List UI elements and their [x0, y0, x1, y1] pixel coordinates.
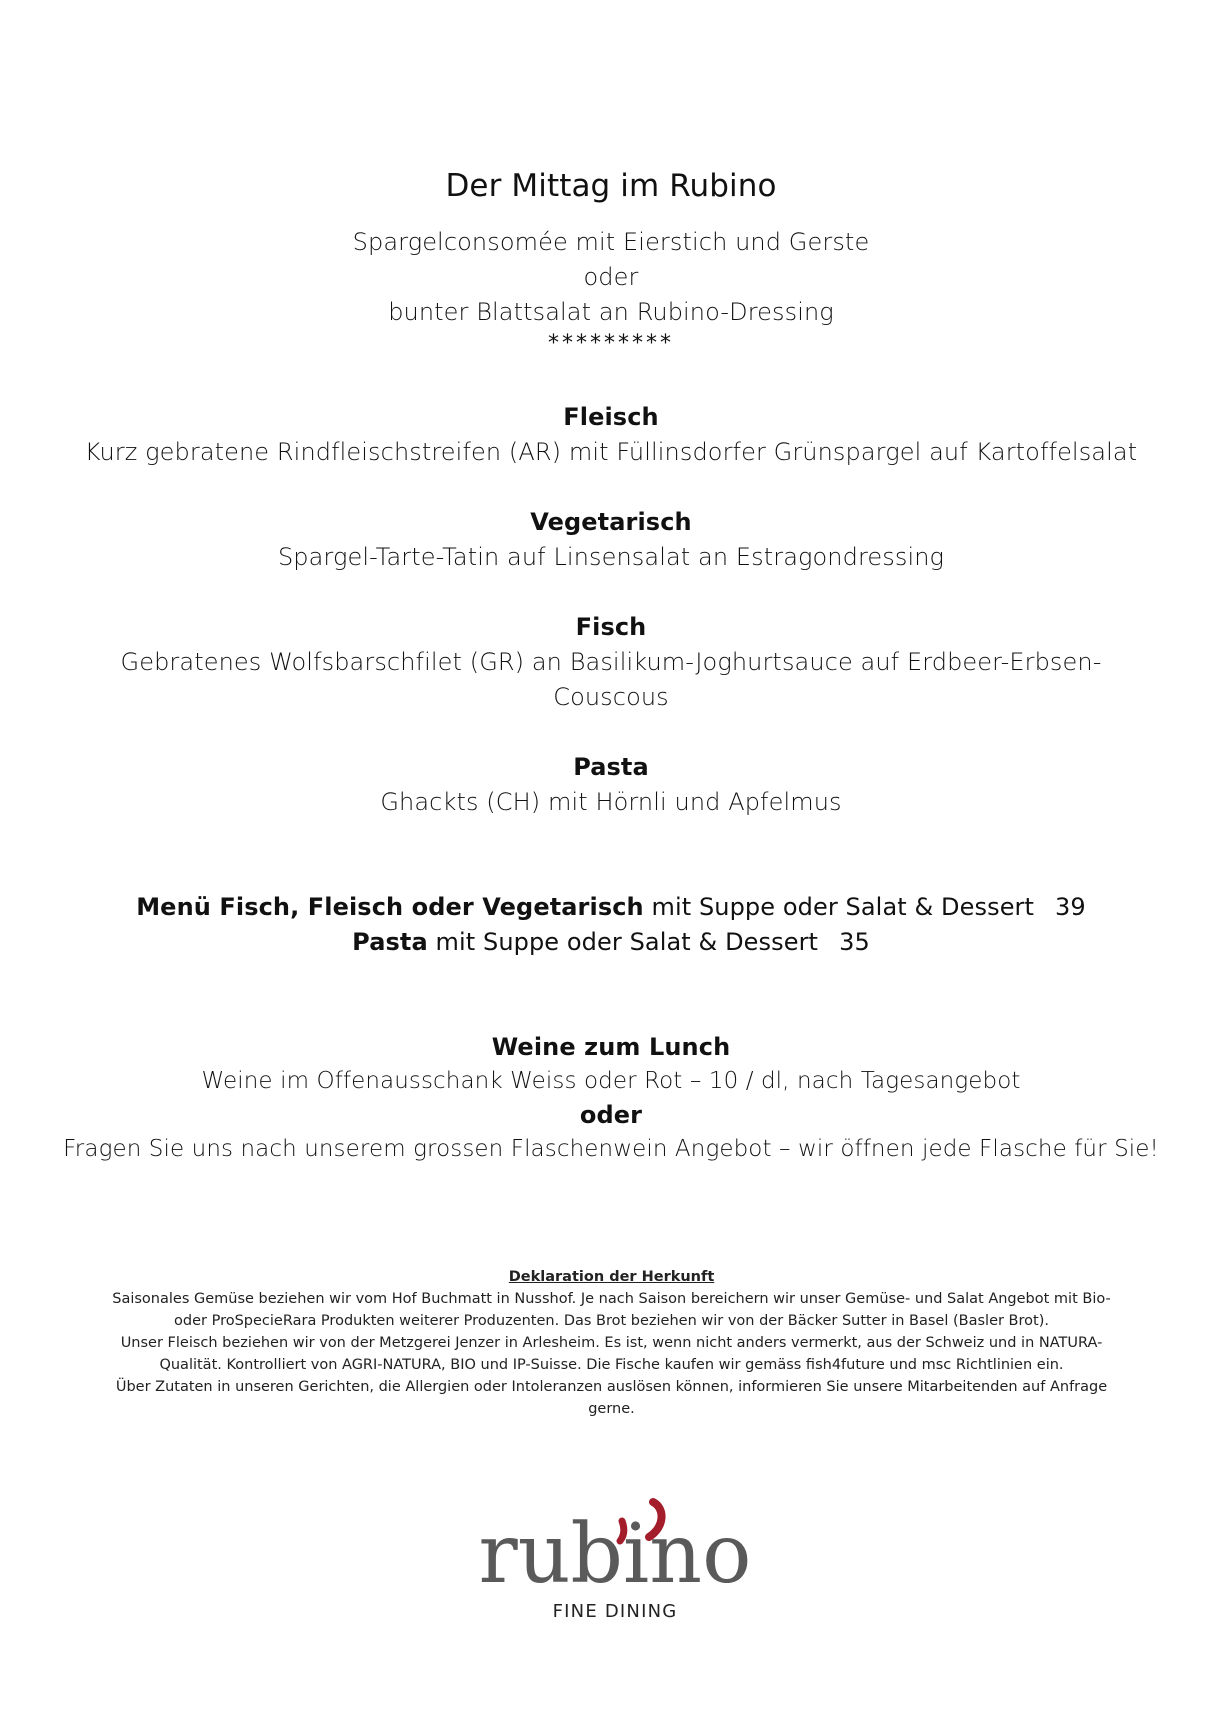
declaration-line-6: gerne. — [588, 1401, 635, 1417]
declaration-heading: Deklaration der Herkunft — [508, 1269, 715, 1285]
menu-price-pasta-label: Pasta — [352, 928, 428, 956]
menu-price-pasta — [0, 928, 1222, 956]
menu-price-main-label: Menü Fisch, Fleisch oder Vegetarisch — [136, 893, 644, 921]
declaration-line-4: Qualität. Kontrolliert von AGRI-NATURA, BIO und IP-Suisse. Die Fische kaufen wir gemäss fish4future und msc Richtlinien ein. — [159, 1357, 1064, 1373]
course-description-pasta: Ghackts (CH) mit Hörnli und Apfelmus — [380, 788, 842, 816]
course-description-fisch-line-1: Gebratenes Wolfsbarschfilet (GR) an Basilikum-Joghurtsauce auf Erdbeer-Erbsen- — [120, 648, 1102, 676]
starter-option-soup: Spargelconsomée mit Eierstich und Gerste — [352, 228, 870, 256]
course-description-vegetarisch: Spargel-Tarte-Tatin auf Linsensalat an Estragondressing — [277, 543, 945, 571]
wine-heading: Weine zum Lunch — [491, 1033, 731, 1061]
page-title: Der Mittag im Rubino — [445, 167, 777, 204]
menu-price-pasta-value: 35 — [839, 928, 870, 956]
course-heading-fleisch: Fleisch — [563, 403, 659, 431]
course-heading-pasta: Pasta — [573, 753, 649, 781]
section-separator: ********* — [548, 331, 674, 356]
bottle-offer-line: Fragen Sie uns nach unserem grossen Flaschenwein Angebot – wir öffnen jede Flasche für Sie! — [63, 1136, 1159, 1162]
starter-option-salad: bunter Blattsalat an Rubino-Dressing — [388, 298, 834, 326]
wine-offer-line: Weine im Offenausschank Weiss oder Rot – 10 / dl, nach Tagesangebot — [201, 1068, 1021, 1094]
starter-option-separator: oder — [583, 263, 639, 291]
menu-price-main — [0, 893, 1222, 921]
wine-or-label: oder — [579, 1101, 643, 1129]
course-description-fleisch: Kurz gebratene Rindfleischstreifen (AR) mit Füllinsdorfer Grünspargel auf Kartoffelsalat — [84, 438, 1138, 466]
declaration-line-2: oder ProSpecieRara Produkten weiterer Produzenten. Das Brot beziehen wir von der Bäcker Sutter in Basel (Basler Brot). — [174, 1313, 1049, 1329]
declaration-line-1: Saisonales Gemüse beziehen wir vom Hof Buchmatt in Nusshof. Je nach Saison bereichern wir unser Gemüse- und Salat Angebot mit Bio- — [112, 1291, 1111, 1307]
course-heading-fisch: Fisch — [575, 613, 647, 641]
logo-wordmark-text: rubino — [478, 1507, 752, 1602]
logo-accent-dot — [620, 1521, 624, 1541]
menu-price-main-text: mit Suppe oder Salat & Dessert — [643, 893, 1035, 921]
declaration-line-5: Über Zutaten in unseren Gerichten, die Allergien oder Intoleranzen auslösen können, informieren Sie unsere Mitarbeitenden auf Anfrage — [115, 1379, 1108, 1395]
course-description-fisch-line-2: Couscous — [553, 683, 669, 711]
origin-declaration — [103, 1266, 1120, 1420]
logo-subtitle: FINE DINING — [552, 1601, 678, 1622]
rubino-logo — [465, 1498, 765, 1628]
declaration-line-3: Unser Fleisch beziehen wir von der Metzgerei Jenzer in Arlesheim. Es ist, wenn nicht anders vermerkt, aus der Schweiz und in NATURA- — [120, 1335, 1103, 1351]
menu-price-pasta-text: mit Suppe oder Salat & Dessert — [427, 928, 819, 956]
course-heading-vegetarisch: Vegetarisch — [530, 508, 692, 536]
menu-price-main-value: 39 — [1055, 893, 1086, 921]
